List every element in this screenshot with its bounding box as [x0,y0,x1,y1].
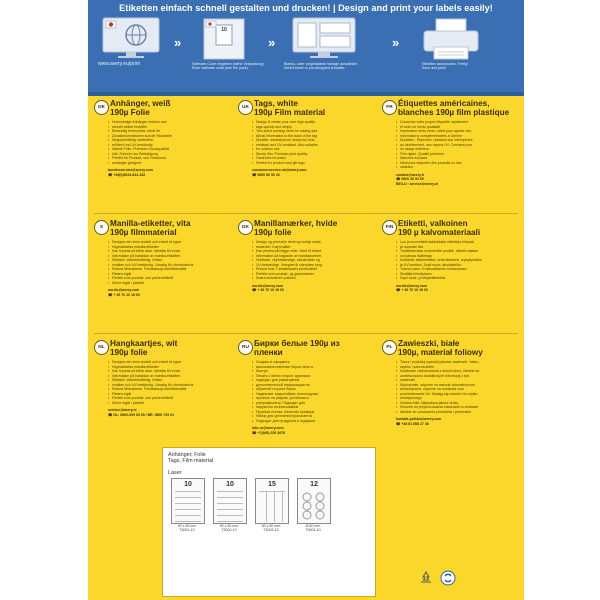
feature-item: • Perfekt som produkt- och presentetikett [108,396,193,401]
feature-item: • Snöre ingår i paketet [108,281,193,286]
contact-line: ☎ +7(495) 226 3676 [252,430,286,435]
block-title: Hangkaartjes, wit 190µ folie [110,339,178,357]
sheet-caption [293,524,333,533]
feature-item: • Hochwertige Anhänger einfach und [108,120,172,125]
feature-item: • Perfect for product and gift tags [252,161,318,166]
feature-item: • Slitstark, väderbeständig, rivfast, [108,258,193,263]
feature-item: • Perfekt som produkt- och presentetikett [108,276,193,281]
feature-item: • reißfest und UV-beständig [108,143,172,148]
sheet-count: 12 [310,481,318,488]
feature-item: • Impression recto-verso, idéal pour ajouter des [396,129,473,134]
block-title: Manilla-etiketter, vita 190µ filmmaterial [110,219,191,237]
feature-list [252,120,318,165]
feature-list [108,360,193,405]
sheet-grid [259,491,285,522]
language-badge: DE [94,100,109,115]
feature-item: • anhänger geeignet [108,161,172,166]
contact-line: ☎ 0800 36 54 69 [396,177,424,181]
feature-list [396,120,473,170]
feature-item: • наружного использования [252,405,319,410]
sheet-grid [175,491,201,522]
contact-line: ☎ + 45 70 10 18 00 [252,288,284,292]
chevron-right-icon: » [392,35,400,50]
contact-line: BE/LU : service@avery.nl [396,181,439,186]
step-4 [408,17,518,69]
round-labels-icon [301,491,327,521]
feature-item: • Design & create your own high-quality [252,120,318,125]
feature-list [396,360,479,414]
feature-item: • information på bagsiden af manillamærket [252,254,322,259]
language-badge: RU [238,340,253,355]
feature-item: • Sopii tuote- ja lahjaetiketeiksi [396,276,482,281]
feature-item: • Kan tryckas på båda sidor. Idealisk för extra [108,369,193,374]
contact-line: ☎ +48 61 898 27 46 [396,421,429,426]
contact-line[interactable]: info-ru@avery.com [252,426,284,430]
feature-item: • Concevez votre propre étiquette rapidement [396,120,473,125]
contact-line[interactable]: nordic@avery.com [396,283,428,288]
product-box [162,447,376,597]
feature-item: • au déchirement, aux rayons UV. Convient pour [396,143,473,148]
feature-item: • et avec un rendu qualitatif [396,125,473,130]
feature-item: • un usage extérieur [396,147,473,152]
feature-list [252,360,319,423]
contact-line[interactable]: nordic@avery.com [108,288,140,292]
feature-list [396,240,482,281]
feature-item: • ja nopeasti itse [396,245,482,250]
contact-line: ☎ + 45 70 10 18 00 [396,288,428,292]
step-3-caption: Blanko- oder vorgestaltete Vorlage auswählen. Select blank or pre-designed template. [284,62,359,71]
feature-item: • Sznurek do przymocowania zawieszek w zestawie [396,405,479,410]
step-2-caption: Software-Code eingeben (siehe Verpackung). Enter software code (see the pack). [192,62,265,71]
contact-line: ☎ 0800 80 50 20 [252,172,280,177]
feature-item: • Kan printes på begge sider. Ideel til ekstra [252,249,322,254]
feature-item: • zewnętrznego [396,396,479,401]
feature-item: • informations complémentaires à l'arrière [396,134,473,139]
sheet-caption [251,524,291,533]
feature-item: • Attaches incluses [396,156,473,161]
sheet-size: 90 x 50 mm [177,524,197,528]
block-title: Étiquettes américaines, blanches 190µ film plastique [398,99,510,117]
language-badge: UK [238,100,253,115]
step-2-sheet-number: 10 [221,27,227,33]
feature-item: • Idéal pour étiqueter des produits ou des [396,161,473,166]
language-block-fr [382,100,516,212]
feature-item: • Набор для крепления прилагается [252,414,319,419]
feature-item: • Stabile Folie. Premium-Druckqualität [108,147,172,152]
sheet-grid [217,491,243,522]
feature-item: • Holdbare, vejrbestandige, sønderslide og [252,258,322,263]
chevron-right-icon: » [268,35,276,50]
feature-item: • tags quickly and simply [252,125,318,130]
sheet-caption [209,524,249,533]
feature-item: • Печать с обеих сторон: идеально [252,374,319,379]
feature-item: • Strapazierfähig: wetterfest, [108,138,172,143]
feature-list [108,240,193,285]
green-dot-icon [440,570,456,586]
sheet-size: 90 x 50 mm [219,524,239,528]
sheet-size: Ø 60 mm [305,524,321,528]
language-badge: FIN [382,220,397,235]
feature-item: • Design og print selv nemt og hurtigt manil- [252,240,322,245]
feature-item: • promieniowanie UV. Nadają się również do użytku [396,392,479,397]
feature-item: • szybko i samodzielnie [396,365,479,370]
feature-item: • högkvalitativa manilla-etiketter [108,245,193,250]
feature-item: • Beidseitig bedruckbar, ideal für [108,129,172,134]
block-title: Бирки белые 190µ из пленки [254,339,340,357]
feature-item: • itional information to the back of the tag [252,134,318,139]
sheet-count: 10 [184,481,192,488]
feature-item: • Snøre inkluderet i pakken [252,276,322,281]
feature-item: • Twórz i projektuj wysokiej jakości zawieszki - łatwo, [396,360,479,365]
language-block-uk [238,100,372,212]
contact-line[interactable]: contact@avery.fr [396,172,425,177]
language-block-pl [382,340,516,452]
feature-item: • ja UV-kestävä. Sopii myös ulkokäyttöön [396,263,482,268]
feature-item: • Możliwość zadrukowania z dwóch stron, idealne do [396,369,479,374]
product-title: Anhänger, Folie Tags, Film material [168,452,214,465]
feature-item: • Two-sided printing: ideal for adding add- [252,129,318,134]
label-pack-icon [202,17,246,61]
feature-item: • cadeaux [396,165,473,170]
sheet-code: T3004-10 [305,528,321,533]
feature-item: • Solidna folia. Najwyższa jakość druku [396,401,479,406]
recycle-icon [418,570,434,586]
feature-item: • Snöre ingår i paketet [108,401,193,406]
feature-item: • Perfekt für Produkt- und Geschenk- [108,156,172,161]
contact-line[interactable]: kontakt-polska@avery.com [396,417,442,421]
language-block-ru [238,340,372,452]
header-band [88,0,524,92]
feature-item: • resistant and UV-resistant. Also suitable [252,143,318,148]
feature-item: • быстро [252,369,319,374]
sheet-size: 50 x 50 mm [261,524,281,528]
feature-item: • Durable: weatherproof, tearproof, tear- [252,138,318,143]
feature-item: • zamieszczania dodatkowych informacji z tyłu [396,374,479,379]
template-window-icon [292,17,356,59]
feature-item: • Film rigide. Qualité premium [396,152,473,157]
feature-item: • Tulostettavissa molemmille puolille, etiketin taakse [396,249,482,254]
info-panel [88,92,524,600]
sheet-count: 10 [226,481,234,488]
language-badge: S [94,220,109,235]
language-block-dk [238,220,372,332]
feature-item: • Zusatzinformationen auf der Rückseite [108,134,172,139]
sheet-t3001 [171,478,205,524]
language-block-fin [382,220,516,332]
block-title: Anhänger, weiß 190µ Folie [110,99,171,117]
block-title: Etiketti, valkoinen 190 µ kalvomateriaali [398,219,481,237]
feature-item: • Inkl. Schnüre zur Befestigung [108,152,172,157]
feature-item: • Idealne do oznaczania produktów i prezentów [396,410,479,415]
feature-item: • Fästen ingår [108,272,193,277]
feature-item: • Robust filmmaterial. Förstklassig utskriftskvalitet [108,267,193,272]
feature-item: • Надежные: водостойкие, всепогодные, [252,392,319,397]
feature-item: • обратной стороне бирки [252,387,319,392]
feature-list [252,240,322,281]
feature-item: • Luo ja suunnittele laadukkaita etiketteja helposti [396,240,482,245]
language-badge: PL [382,340,397,355]
feature-item: • Designa och skriv snabbt och enkelt ut egna [108,240,193,245]
feature-item: • Fasteners included [252,156,318,161]
feature-item: • Создать и оформить [252,360,319,365]
feature-item: • Perfekt som produkt- og gavemærker [252,272,322,277]
feature-item: • прочные на разрыв, устойчивы к [252,396,319,401]
laser-label: Laser [168,470,182,476]
block-title: Manillamærker, hvide 190µ folie [254,219,338,237]
feature-item: • information på baksidan av manilla-etiketten [108,374,193,379]
feature-item: • for outdoor use [252,147,318,152]
contact-line: ☎ +49(0)8024-641-342 [108,172,146,177]
sheet-code: T3001-10 [179,528,195,533]
section-divider [94,333,518,334]
sheet-t3004 [297,478,331,524]
section-divider [94,213,518,214]
contact-line[interactable]: consumerservice-uk@avery.com [252,168,307,172]
feature-item: • högkvalitativa manilla-etiketter [108,365,193,370]
feature-item: • Kan tryckas på båda sidor. Idealisk för extra [108,249,193,254]
sheet-t3003 [255,478,289,524]
feature-item: • Wytrzymałe, odporne na warunki atmosferyczne, [396,383,479,388]
block-title: Tags, white 190µ Film material [254,99,326,117]
panel-top-strip [88,92,524,96]
feature-item: • Robust filmmaterial. Förstklassig utskriftskvalitet [108,387,193,392]
language-block-de [94,100,228,212]
feature-item: • UV-bestandige. Velegnet til udendørs brug [252,263,322,268]
chevron-right-icon: » [174,35,182,50]
language-badge: NL [94,340,109,355]
monitor-globe-icon [102,17,160,59]
step-1 [98,17,178,69]
sheet-count: 15 [268,481,276,488]
feature-item: • voi painaa lisätietoja [396,254,482,259]
feature-item: • lamærker i høj kvalitet [252,245,322,250]
feature-item: • information på baksidan av manilla-etiketten [108,254,193,259]
feature-list [108,120,172,165]
sheet-code: T3002-10 [221,528,237,533]
language-badge: FR [382,100,397,115]
feature-item: • schnell selbst erstellen [108,125,172,130]
language-block-nl [94,340,228,452]
feature-item: • Tukeva kalvo. Ensiluokkainen tulostuslaatu [396,267,482,272]
feature-item: • подходит для размещения [252,378,319,383]
step-4-caption: Etiketten ausdrucken. Fertig! Save and print! [422,62,468,71]
feature-item: • wodoodporne, odporne na rozdarcia oraz [396,387,479,392]
printer-icon [422,17,480,61]
feature-item: • ультрафиолету. Подходят для [252,401,319,406]
language-badge: DK [238,220,253,235]
feature-item: • Sisältää kiinnityksen [396,272,482,277]
feature-item: • Подходит для продуктов и подарков [252,419,319,424]
contact-line[interactable]: service@avery.nl [108,408,137,412]
feature-item: • дополнительной информации на [252,383,319,388]
feature-item: • Robust folie. Førsteklasses printkvalitet [252,267,322,272]
feature-item: • Прочная пленка. Качество премиум [252,410,319,415]
contact-line[interactable]: bundesservice@avery.com [108,168,153,172]
sheet-t3002 [213,478,247,524]
step-1-caption[interactable]: www.avery.eu/print [98,61,140,67]
feature-item: • Kestävät: säänkestävä, vedenkestävä, repeytymätön [396,258,482,263]
sheet-caption [167,524,207,533]
feature-item: • высококачественные бирки легко и [252,365,319,370]
feature-item: • Designa och skriv snabbt och enkelt ut egna [108,360,193,365]
contact-line: ☎ + 45 70 10 18 00 [108,292,140,297]
feature-item: • zawieszki [396,378,479,383]
feature-item: • Sturdy film. Premium print quality [252,152,318,157]
feature-item: • Fästen ingår [108,392,193,397]
step-3 [284,17,394,69]
feature-item: • rivsäker och UV-beständig. Lämplig för utomhusbruk [108,263,193,268]
contact-line[interactable]: nordic@avery.com [252,283,284,288]
contact-line: ☎ NL: 0800-099 33 90 / BE: 0800 725 01 [108,412,175,417]
feature-item: • Durables : Étanches, résistant aux intempéries, [396,138,473,143]
header-title: Etiketten einfach schnell gestalten und drucken! | Design and print your labels easily! [119,3,493,13]
language-block-s [94,220,228,332]
feature-item: • rivsäker och UV-beständig. Lämplig för utomhusbruk [108,383,193,388]
block-title: Zawieszki, białe 190µ, materiał foliowy [398,339,483,357]
sheet-code: T3003-10 [263,528,279,533]
feature-item: • Slitstark, väderbeständig, rivfast, [108,378,193,383]
